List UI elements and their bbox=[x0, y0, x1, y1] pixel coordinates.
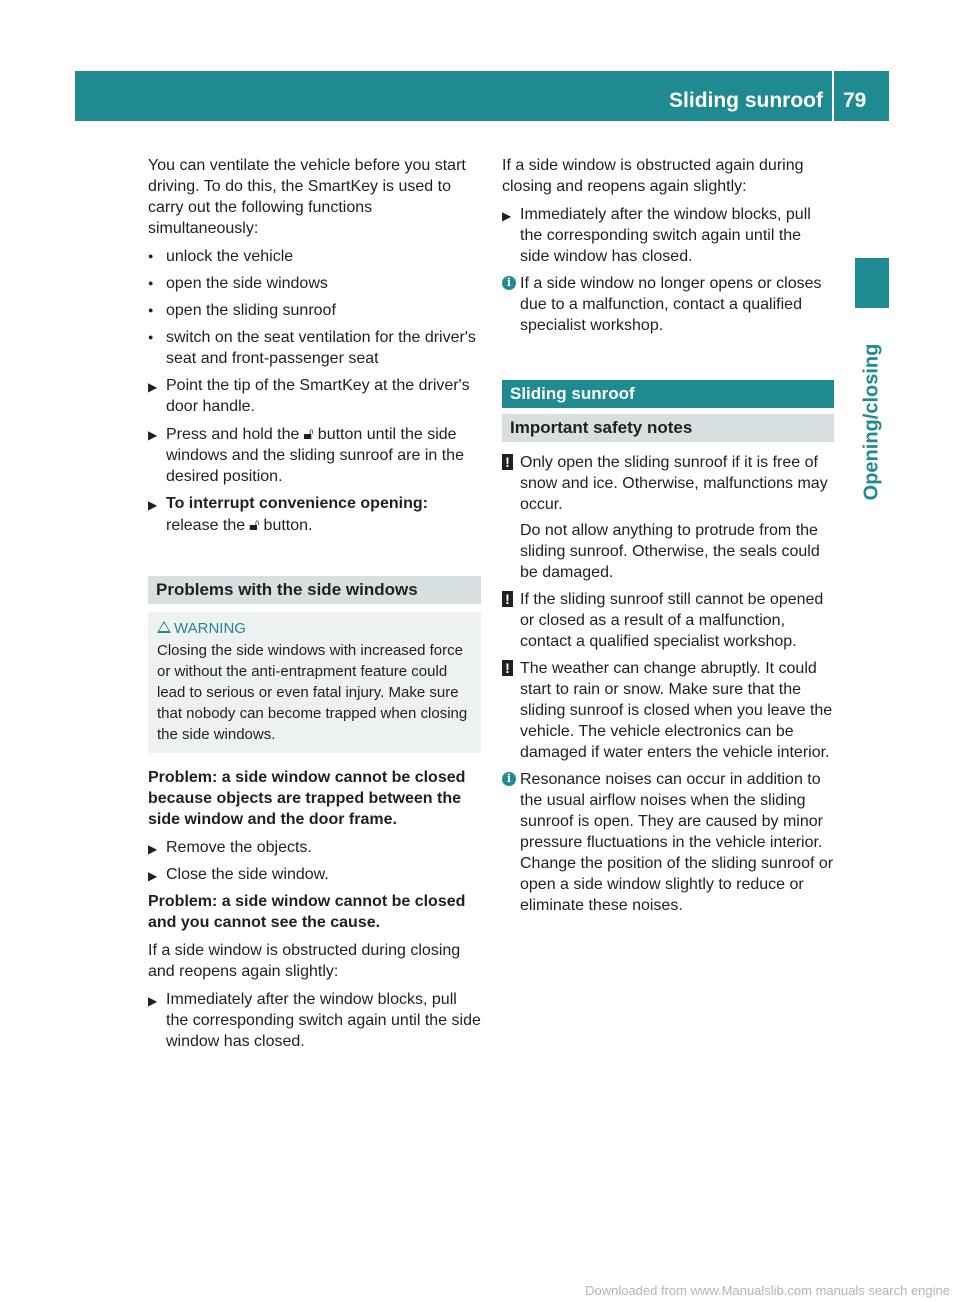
warning-box bbox=[148, 612, 481, 753]
list-item: ● unlock the vehicle bbox=[148, 246, 481, 267]
info-icon: i bbox=[502, 276, 516, 290]
instruction-step: ▶ Point the tip of the SmartKey at the driver's door handle. bbox=[148, 377, 470, 415]
left-column bbox=[148, 155, 481, 1058]
section-heading-sunroof: Sliding sunroof bbox=[502, 380, 834, 408]
step-arrow-icon: ▶ bbox=[148, 842, 158, 856]
step-arrow-icon: ▶ bbox=[148, 498, 158, 512]
info-icon: i bbox=[502, 772, 516, 786]
right-column bbox=[502, 155, 834, 922]
instruction-step: ▶ Immediately after the window blocks, pull the corresponding switch again until the side window has closed. bbox=[148, 991, 481, 1050]
caution-note-continued: Do not allow anything to protrude from the sliding sunroof. Otherwise, the seals could be damaged. bbox=[520, 522, 820, 581]
step-arrow-icon: ▶ bbox=[502, 209, 512, 223]
instruction-step: ▶ Immediately after the window blocks, pull the corresponding switch again until the side window has closed. bbox=[502, 206, 811, 265]
warning-text: Closing the side windows with increased force or without the anti-entrapment feature could lead to serious or even fatal injury. Make sure that nobody can become trapped when closing the side windows. bbox=[157, 642, 468, 743]
info-note: i Resonance noises can occur in addition to the usual airflow noises when the sliding sunroof is open. They are caused by minor pressure fluctuations in the vehicle interior. Change the position of the sliding sunroof or open a side window slightly to reduce or eliminate these noises. bbox=[502, 769, 834, 916]
intro-paragraph: You can ventilate the vehicle before you start driving. To do this, the SmartKey is used to carry out the following functions simultaneously: bbox=[148, 157, 466, 237]
exclamation-icon: ! bbox=[502, 454, 513, 470]
caution-note: ! Only open the sliding sunroof if it is free of snow and ice. Otherwise, malfunctions may occur. Do not allow anything to protrude from the sliding sunroof. Otherwise, the seals could be damaged. bbox=[502, 452, 834, 583]
paragraph: If a side window is obstructed again during closing and reopens again slightly: bbox=[502, 157, 804, 195]
side-tab-marker bbox=[855, 258, 889, 308]
header-divider bbox=[832, 71, 834, 121]
info-note: i If a side window no longer opens or closes due to a malfunction, contact a qualified specialist workshop. bbox=[502, 273, 834, 336]
warning-title: WARNING bbox=[157, 618, 473, 639]
footer-watermark: Downloaded from www.Manualslib.com manuals search engine bbox=[585, 1283, 950, 1298]
step-arrow-icon: ▶ bbox=[148, 428, 158, 442]
list-item: ● open the sliding sunroof bbox=[148, 300, 481, 321]
unlock-key-icon: 🔓︎ bbox=[249, 515, 260, 534]
page-title: Sliding sunroof bbox=[669, 89, 823, 112]
exclamation-icon: ! bbox=[502, 660, 513, 676]
instruction-step: ▶ Close the side window. bbox=[148, 864, 481, 885]
instruction-step: ▶ To interrupt convenience opening: release the 🔓︎ button. bbox=[148, 495, 428, 534]
step-arrow-icon: ▶ bbox=[148, 380, 158, 394]
unlock-key-icon: 🔓︎ bbox=[303, 424, 314, 443]
side-tab-label: Opening/closing bbox=[860, 343, 883, 501]
instruction-step: ▶ Remove the objects. bbox=[148, 837, 481, 858]
warning-triangle-icon bbox=[157, 621, 171, 633]
page-number: 79 bbox=[843, 89, 867, 112]
instruction-step: ▶ Press and hold the 🔓︎ button until the side windows and the sliding sunroof are in the desired position. bbox=[148, 424, 464, 485]
section-heading-safety: Important safety notes bbox=[502, 414, 834, 442]
step-arrow-icon: ▶ bbox=[148, 869, 158, 883]
caution-note: ! The weather can change abruptly. It could start to rain or snow. Make sure that the sliding sunroof is closed when you leave the vehicle. The vehicle electronics can be damaged if water enters the vehicle interior. bbox=[502, 658, 834, 763]
list-item: ● open the side windows bbox=[148, 273, 481, 294]
problem-heading: Problem: a side window cannot be closed and you cannot see the cause. bbox=[148, 893, 466, 931]
exclamation-icon: ! bbox=[502, 591, 513, 607]
step-arrow-icon: ▶ bbox=[148, 994, 158, 1008]
list-item: ● switch on the seat ventilation for the driver's seat and front-passenger seat bbox=[148, 327, 481, 369]
page-header bbox=[75, 71, 889, 121]
section-heading-problems: Problems with the side windows bbox=[148, 576, 481, 604]
caution-note: ! If the sliding sunroof still cannot be opened or closed as a result of a malfunction, contact a qualified specialist workshop. bbox=[502, 589, 834, 652]
problem-heading: Problem: a side window cannot be closed because objects are trapped between the side window and the door frame. bbox=[148, 769, 466, 828]
paragraph: If a side window is obstructed during closing and reopens again slightly: bbox=[148, 942, 461, 980]
